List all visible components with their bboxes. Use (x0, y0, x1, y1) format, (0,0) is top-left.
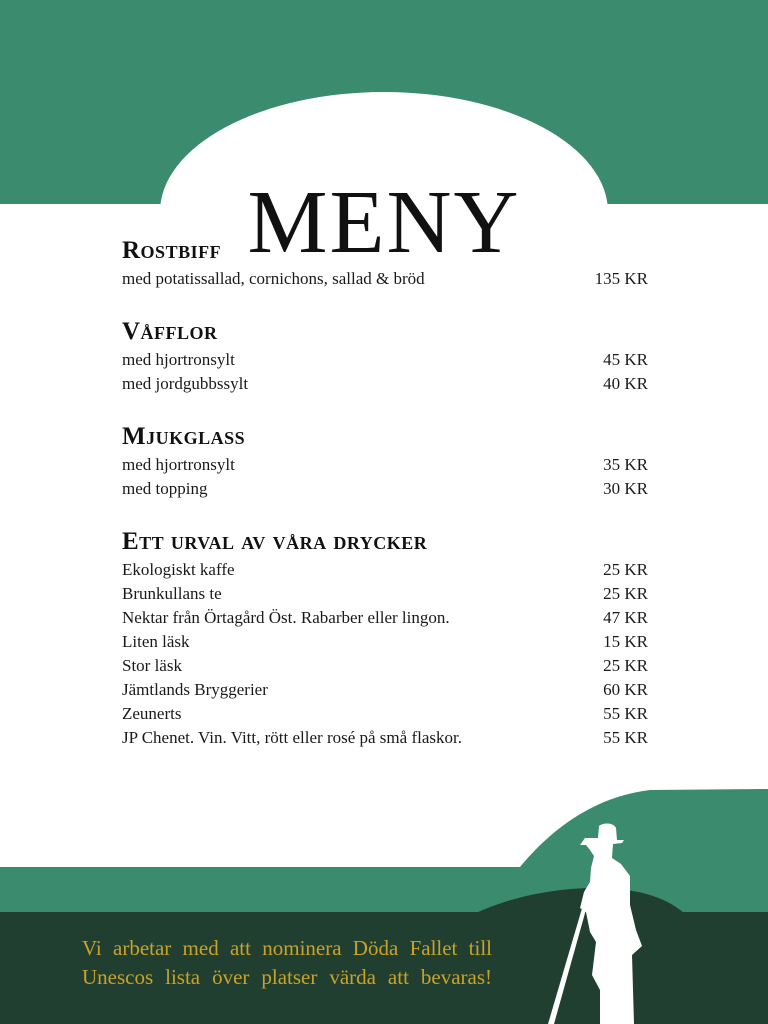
item-name: Liten läsk (122, 632, 190, 651)
menu-item (122, 477, 648, 501)
item-name: Nektar från Örtagård Öst. Rabarber eller lingon. (122, 608, 450, 627)
item-name: med topping (122, 479, 208, 498)
menu-item (122, 630, 648, 654)
item-name: Stor läsk (122, 656, 182, 675)
menu-section-drycker (122, 527, 648, 750)
item-name: med jordgubbssylt (122, 374, 249, 393)
menu-item (122, 558, 648, 582)
item-price: 45 KR (603, 350, 648, 369)
menu-item (122, 678, 648, 702)
menu-section-mjukglass (122, 422, 648, 501)
item-name: med potatissallad, cornichons, sallad & bröd (122, 269, 425, 288)
menu-list (122, 236, 648, 776)
menu-item (122, 453, 648, 477)
menu-section-rostbiff (122, 236, 648, 291)
menu-section-vafflor (122, 317, 648, 396)
item-name: Zeunerts (122, 704, 182, 723)
item-price: 55 KR (603, 728, 648, 747)
item-name: Jämtlands Bryggerier (122, 680, 268, 699)
item-price: 55 KR (603, 704, 648, 723)
section-title: Rostbiff (122, 237, 222, 264)
page-title: MENY (247, 173, 521, 273)
item-price: 25 KR (603, 560, 648, 579)
item-name: Brunkullans te (122, 584, 222, 603)
menu-item (122, 606, 648, 630)
section-title: Mjukglass (122, 423, 246, 450)
footer-line-2: Unescos lista över platser värda att bevaras! (82, 965, 492, 989)
item-price: 30 KR (603, 479, 648, 498)
item-name: med hjortronsylt (122, 350, 235, 369)
item-price: 15 KR (603, 632, 648, 651)
menu-item (122, 372, 648, 396)
section-title: Ett urval av våra drycker (122, 528, 428, 555)
item-price: 35 KR (603, 455, 648, 474)
item-price: 47 KR (603, 608, 648, 627)
section-title: Våfflor (122, 318, 218, 345)
menu-item (122, 348, 648, 372)
item-price: 135 KR (594, 269, 648, 288)
item-price: 25 KR (603, 656, 648, 675)
item-price: 25 KR (603, 584, 648, 603)
item-price: 60 KR (603, 680, 648, 699)
menu-item (122, 702, 648, 726)
footer-message (82, 934, 492, 992)
item-name: JP Chenet. Vin. Vitt, rött eller rosé på små flaskor. (122, 728, 462, 747)
footer-line-1: Vi arbetar med att nominera Döda Fallet till (82, 936, 492, 960)
menu-item (122, 726, 648, 750)
menu-item (122, 654, 648, 678)
item-price: 40 KR (603, 374, 648, 393)
item-name: med hjortronsylt (122, 455, 235, 474)
item-name: Ekologiskt kaffe (122, 560, 235, 579)
menu-item (122, 582, 648, 606)
menu-item (122, 267, 648, 291)
